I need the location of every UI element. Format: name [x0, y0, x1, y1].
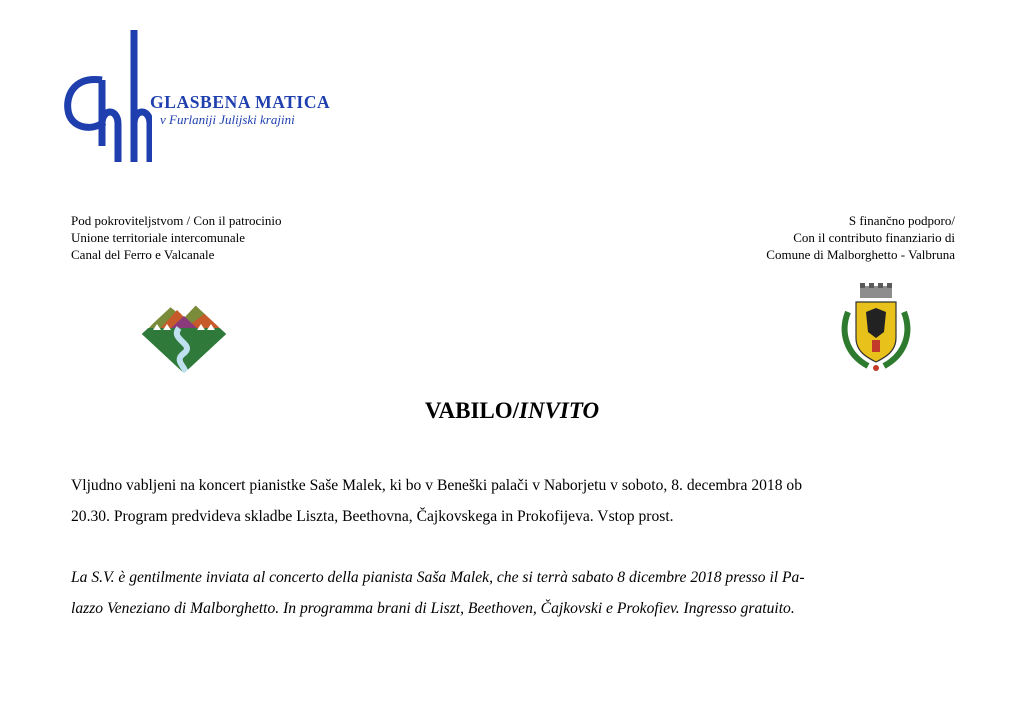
glasbena-matica-logo — [62, 28, 152, 168]
title-italian: INVITO — [519, 398, 600, 423]
invitation-title — [0, 398, 1024, 424]
support-line: S finančno podporo/ — [848, 213, 955, 228]
patronage-line: Pod pokroviteljstvom / Con il patrocinio — [71, 213, 282, 228]
financial-support-block — [766, 212, 955, 263]
invitation-text-slovene — [71, 470, 961, 532]
coat-of-arms-icon — [838, 282, 914, 374]
invitation-text-italian — [71, 562, 961, 624]
organization-name: GLASBENA MATICA — [150, 92, 331, 112]
support-line: Con il contributo finanziario di — [793, 230, 955, 245]
patronage-line: Unione territoriale intercomunale — [71, 230, 245, 245]
patronage-line: Canal del Ferro e Valcanale — [71, 247, 215, 262]
support-line: Comune di Malborghetto - Valbruna — [766, 247, 955, 262]
body-line: lazzo Veneziano di Malborghetto. In programma brani di Liszt, Beethoven, Čajkovski e Prokofiev. Ingresso gratuito. — [71, 600, 795, 617]
body-line: Vljudno vabljeni na koncert pianistke Saše Malek, ki bo v Beneški palači v Naborjetu v soboto, 8. decembra 2018 ob — [71, 477, 803, 494]
organization-subtitle: v Furlaniji Julijski krajini — [160, 112, 295, 127]
body-line: La S.V. è gentilmente inviata al concerto della pianista Saša Malek, che si terrà sabato 8 dicembre 2018 presso il Pa- — [71, 569, 805, 586]
mountain-river-emblem-icon — [139, 292, 229, 376]
title-slovene: VABILO/ — [424, 398, 520, 423]
body-line: 20.30. Program predvideva skladbe Liszta, Beethovna, Čajkovskega in Prokofijeva. Vstop prost. — [71, 508, 674, 525]
patronage-block — [71, 212, 282, 263]
organization-name-block — [150, 92, 330, 128]
